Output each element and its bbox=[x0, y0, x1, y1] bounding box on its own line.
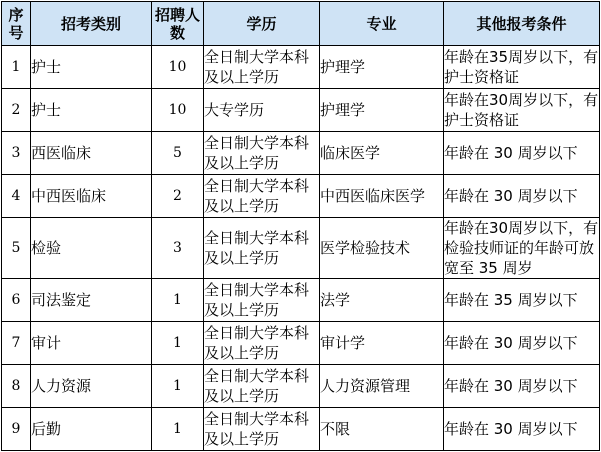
row-education: 大专学历 bbox=[204, 89, 320, 132]
table-row bbox=[2, 132, 600, 175]
row-education: 全日制大学本科及以上学历 bbox=[204, 175, 320, 218]
row-education: 全日制大学本科及以上学历 bbox=[204, 46, 320, 89]
row-seq: 2 bbox=[2, 89, 31, 132]
row-conditions: 年龄在 30 周岁以下 bbox=[444, 365, 600, 408]
row-major: 临床医学 bbox=[320, 132, 444, 175]
row-education: 全日制大学本科及以上学历 bbox=[204, 365, 320, 408]
row-category: 人力资源 bbox=[31, 365, 152, 408]
row-seq: 5 bbox=[2, 218, 31, 279]
row-education: 全日制大学本科及以上学历 bbox=[204, 218, 320, 279]
header-category: 招考类别 bbox=[31, 2, 152, 46]
table-row bbox=[2, 408, 600, 451]
header-seq: 序号 bbox=[2, 2, 31, 46]
row-conditions: 年龄在 30 周岁以下 bbox=[444, 175, 600, 218]
table-header-row bbox=[2, 2, 600, 46]
row-seq: 1 bbox=[2, 46, 31, 89]
row-education: 全日制大学本科及以上学历 bbox=[204, 279, 320, 322]
row-category: 护士 bbox=[31, 46, 152, 89]
row-conditions: 年龄在 30 周岁以下 bbox=[444, 132, 600, 175]
table-row bbox=[2, 175, 600, 218]
header-education: 学历 bbox=[204, 2, 320, 46]
row-seq: 4 bbox=[2, 175, 31, 218]
row-count: 10 bbox=[152, 46, 204, 89]
header-conditions: 其他报考条件 bbox=[444, 2, 600, 46]
row-category: 检验 bbox=[31, 218, 152, 279]
row-conditions: 年龄在 35 周岁以下 bbox=[444, 279, 600, 322]
row-count: 5 bbox=[152, 132, 204, 175]
row-count: 3 bbox=[152, 218, 204, 279]
row-category: 审计 bbox=[31, 322, 152, 365]
row-major: 医学检验技术 bbox=[320, 218, 444, 279]
row-count: 1 bbox=[152, 365, 204, 408]
row-category: 司法鉴定 bbox=[31, 279, 152, 322]
row-education: 全日制大学本科及以上学历 bbox=[204, 408, 320, 451]
row-major: 人力资源管理 bbox=[320, 365, 444, 408]
row-category: 西医临床 bbox=[31, 132, 152, 175]
row-count: 2 bbox=[152, 175, 204, 218]
row-major: 审计学 bbox=[320, 322, 444, 365]
row-seq: 9 bbox=[2, 408, 31, 451]
table-row bbox=[2, 218, 600, 279]
row-seq: 6 bbox=[2, 279, 31, 322]
table-row bbox=[2, 89, 600, 132]
row-seq: 3 bbox=[2, 132, 31, 175]
recruitment-table bbox=[1, 1, 600, 451]
row-major: 中西医临床医学 bbox=[320, 175, 444, 218]
row-conditions: 年龄在 30 周岁以下 bbox=[444, 408, 600, 451]
row-category: 护士 bbox=[31, 89, 152, 132]
table-row bbox=[2, 322, 600, 365]
row-seq: 7 bbox=[2, 322, 31, 365]
row-count: 10 bbox=[152, 89, 204, 132]
row-education: 全日制大学本科及以上学历 bbox=[204, 132, 320, 175]
row-major: 护理学 bbox=[320, 46, 444, 89]
row-conditions: 年龄在35周岁以下，有护士资格证 bbox=[444, 46, 600, 89]
row-count: 1 bbox=[152, 408, 204, 451]
row-count: 1 bbox=[152, 322, 204, 365]
row-major: 法学 bbox=[320, 279, 444, 322]
row-major: 不限 bbox=[320, 408, 444, 451]
row-category: 后勤 bbox=[31, 408, 152, 451]
row-education: 全日制大学本科及以上学历 bbox=[204, 322, 320, 365]
row-conditions: 年龄在30周岁以下，有护士资格证 bbox=[444, 89, 600, 132]
header-count: 招聘人数 bbox=[152, 2, 204, 46]
row-category: 中西医临床 bbox=[31, 175, 152, 218]
table-row bbox=[2, 46, 600, 89]
row-conditions: 年龄在30周岁以下，有检验技师证的年龄可放宽至 35 周岁 bbox=[444, 219, 599, 277]
table-row bbox=[2, 279, 600, 322]
row-conditions: 年龄在 30 周岁以下 bbox=[444, 322, 600, 365]
row-seq: 8 bbox=[2, 365, 31, 408]
table-row bbox=[2, 365, 600, 408]
row-major: 护理学 bbox=[320, 89, 444, 132]
header-major: 专业 bbox=[320, 2, 444, 46]
row-count: 1 bbox=[152, 279, 204, 322]
